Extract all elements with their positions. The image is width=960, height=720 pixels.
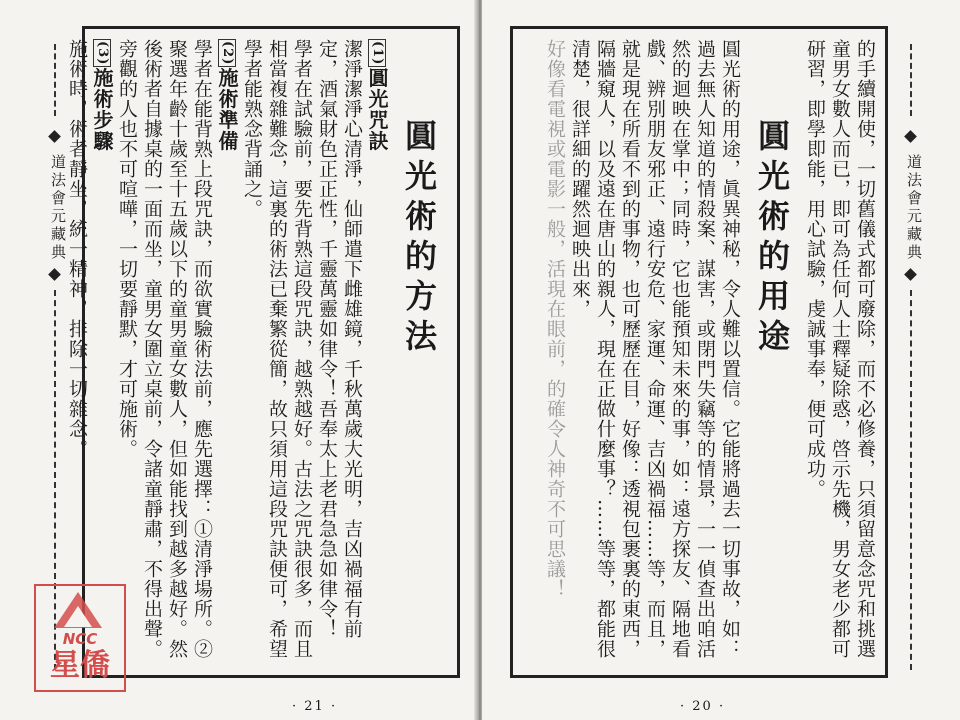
- section3-num: (3): [95, 41, 110, 66]
- decor-diamond-bottom: [48, 268, 61, 281]
- chapter-title: 圓光術的用途: [753, 119, 791, 359]
- book-label: 道法會元藏典: [49, 154, 67, 262]
- decor-diamond-bottom: [904, 268, 917, 281]
- paragraph-2: 學者在能背熟上段咒訣，而欲實驗術法前，應先選擇：①清淨場所。②聚選年齡十歲至十五歲以下的童男童女數人，但如能找到越多越好。然後術者自據桌的一面而坐，童男女圍立桌前，令諸童靜肅，不得出聲。旁觀的人也不可喧嘩，一切要靜默，才可施術。: [116, 39, 213, 659]
- book-label: 道法會元藏典: [905, 154, 923, 262]
- paragraph-1: 學者在試驗前，要先背熟這段咒訣，越熟越好。古法之咒訣很多，而且相當複雜難念，這裏的術法已棄繁從簡，故只須用這段咒訣便可，希望學者能熟念背誦之。: [241, 39, 313, 659]
- section3-heading: [89, 39, 114, 665]
- right-body-text: [521, 39, 877, 665]
- publisher-watermark: [34, 584, 126, 692]
- right-page: [482, 0, 960, 720]
- paragraph-faded: 好像看電視或電影一般，活現在眼前，的確令人神奇不可思議！: [544, 39, 566, 599]
- watermark-name: 星僑: [50, 648, 110, 683]
- paragraph-3: 施術時，術者靜坐，統一精神，排除一切雜念。: [66, 39, 88, 459]
- chapter-title: 圓光術的方法: [400, 119, 438, 359]
- text-frame: [510, 26, 888, 678]
- section2-heading: [214, 39, 239, 665]
- page-number: · 21 ·: [292, 699, 338, 714]
- decor-dashes-top: [910, 44, 914, 116]
- paragraph-top: 的手續開使，一切舊儀式都可廢除，而不必修養，只須留意念咒和挑選童男女數人而已，即可為任何人士釋疑除惑，啓示先機，男女老少都可研習，即學即能，用心試驗，虔誠事奉，便可成功。: [804, 39, 876, 659]
- watermark-ncc: NCC: [62, 630, 98, 648]
- section3-heading-text: 施術步驟: [90, 67, 114, 152]
- section1-heading: [364, 39, 389, 665]
- decor-dashes-bottom: [910, 290, 914, 670]
- section2-heading-text: 施術準備: [215, 67, 239, 152]
- left-page: [0, 0, 478, 720]
- decor-dashes-top: [54, 44, 58, 116]
- section2-num: (2): [220, 41, 235, 66]
- page-number: · 20 ·: [680, 699, 726, 714]
- paragraph-main: 圓光術的用途，眞異神秘，令人難以置信。它能將過去一切事故，如：過去無人知道的情殺案、謀害，或閉門失竊等的情景，一一偵查出咱活然的迴映在掌中；同時，它也能預知未來的事，如：遠方探友、隔地看戲、辨別朋友邪正、遠行安危、家運、命運、吉凶禍福……等，而且，就是現在所看不到的事物，也可歷歷在目，好像：透視包裹裏的東西，隔牆窺人，以及遠在唐山的親人，現在正做什麼事？……等等，都能很清楚，很詳細的躍然迴映出來，: [569, 39, 741, 659]
- decor-diamond-top: [48, 130, 61, 143]
- section1-heading-text: 圓光咒訣: [365, 67, 389, 152]
- spell-text: 潔淨潔淨心清淨，仙師遣下雌雄鏡，千秋萬歲大光明，吉凶禍福有前定，酒氣財色正正性，千靈萬靈如律令！吾奉太上老君急急如律令！: [316, 39, 363, 639]
- decor-diamond-top: [904, 130, 917, 143]
- section1-num: (1): [370, 41, 385, 66]
